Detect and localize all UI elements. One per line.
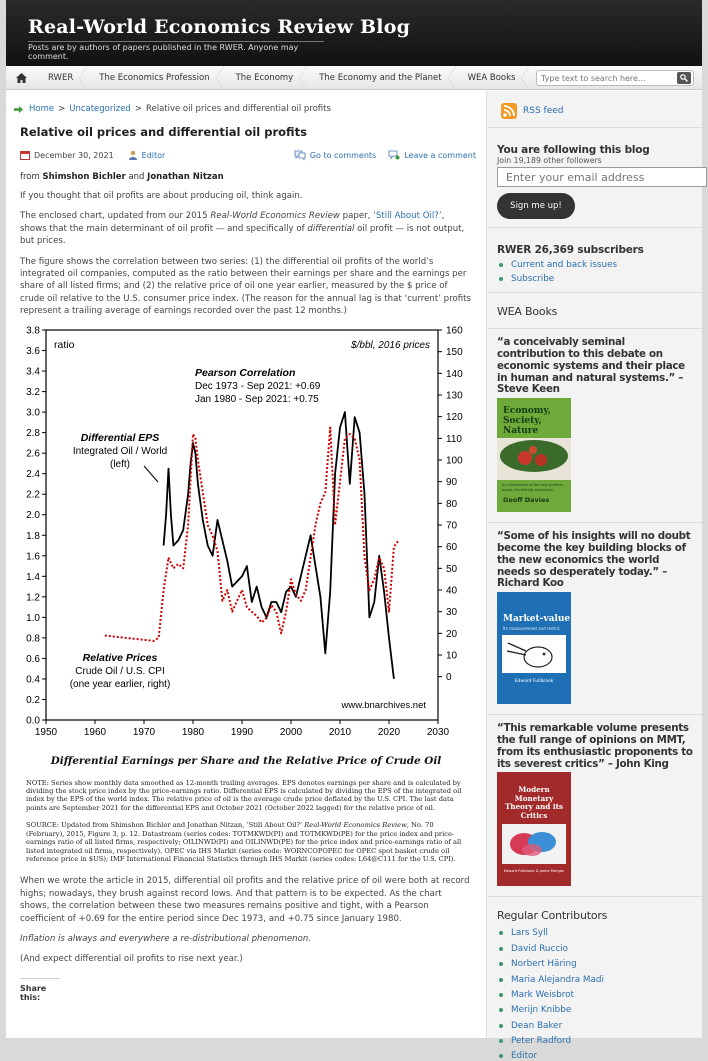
book2-title: Market-value <box>503 614 571 625</box>
y-left-tick-label: 2.2 <box>26 489 40 501</box>
user-icon <box>128 150 138 160</box>
byline-author1: Shimshon Bichler <box>42 172 126 182</box>
y-left-tick-label: 3.8 <box>26 325 40 337</box>
main-content <box>14 91 476 1002</box>
sidebar-divider <box>487 328 702 329</box>
y-right-tick-label: 100 <box>446 455 463 467</box>
y-right-tick-label: 120 <box>446 411 463 423</box>
x-tick-label: 1970 <box>132 726 156 738</box>
p2-text-c: , shows that the main determinant of oil profit — and specifically of <box>20 211 445 234</box>
contributor-link[interactable]: Norbert Häring <box>499 959 702 969</box>
site-title[interactable]: Real-World Economics Review Blog <box>28 16 411 38</box>
rwer-subscribers-heading: RWER 26,369 subscribers <box>497 244 644 256</box>
y-left-tick-label: 1.4 <box>26 571 40 583</box>
book1-title: Economy, Society, Nature <box>503 406 551 437</box>
post-meta-actions <box>294 150 476 160</box>
sidebar-divider <box>487 227 702 228</box>
sign-up-button[interactable]: Sign me up! <box>497 193 575 219</box>
x-tick-label: 2000 <box>279 726 303 738</box>
x-tick-label: 2010 <box>328 726 352 738</box>
contributor-link[interactable]: Lars Syll <box>499 928 702 938</box>
rss-icon <box>501 103 517 119</box>
relative-prices-annotation-title: Relative Prices <box>82 651 158 664</box>
x-tick-label: 1980 <box>181 726 205 738</box>
contributor-link[interactable]: Dean Baker <box>499 1021 702 1031</box>
right-axis-label: $/bbl, 2016 prices <box>351 339 430 351</box>
duck-rabbit-illustration <box>502 635 566 673</box>
book-quote-3: “This remarkable volume presents the full range of opinions on MMT, from its enthusiastic proponents to its severest critics” – John King <box>497 722 693 770</box>
breadcrumb-category[interactable]: Uncategorized <box>69 104 131 114</box>
post-meta <box>20 149 476 161</box>
y-left-tick-label: 2.4 <box>26 468 40 480</box>
x-tick-label: 2030 <box>426 726 450 738</box>
book1-author: Geoff Davies <box>503 495 550 504</box>
x-tick-label: 1960 <box>83 726 107 738</box>
chart-source <box>26 821 468 863</box>
y-left-tick-label: 0.8 <box>26 633 40 645</box>
share-heading: Share this: <box>20 978 60 1002</box>
y-right-tick-label: 10 <box>446 650 458 662</box>
nav-home[interactable] <box>6 73 36 83</box>
regular-contributors-heading: Regular Contributors <box>497 909 608 923</box>
sidebar-divider <box>487 292 702 293</box>
follow-heading: You are following this blog <box>497 144 650 156</box>
chart-note: NOTE: Series show monthly data smoothed as 12-month trailing averages. EPS denotes earnings per share and is calculated by dividing the stock price index by the price-earnings ratio. Differential EPS is calculated by dividing the EPS of the integrated oil index by the EPS of the world index. The relative price of oil is the average crude price deflated by the U.S. CPI. The last data points are September 2021 for the differential EPS and October 2021 (October 2022 lagged) for the relative price of oil. <box>26 778 462 812</box>
sidebar-divider <box>487 127 702 128</box>
post-paragraph-3: The figure shows the correlation between two series: (1) the differential oil profits of the world’s integrated oil companies, computed as the ratio between their earnings per share and the earnings per share of all listed firms; and (2) the relative price of oil one year earlier, measured by the $ price of crude oil relative to the U.S. consumer price index. (The reason for the annual lag is that ‘current’ profits represent a trailing average of earnings recorded over the past 12 months.) <box>20 256 471 317</box>
contributor-link[interactable]: Merijn Knibbe <box>499 1005 702 1015</box>
sidebar-divider <box>487 714 702 715</box>
book3-title: Modern Monetary Theory and its Critics <box>505 785 563 820</box>
subscribe-link[interactable]: Subscribe <box>499 274 702 284</box>
book1-subtitle: An introduction to the new systems-based, life-friendly economics <box>502 483 564 492</box>
oil-chart-figure <box>20 326 472 864</box>
p2-journal: Real-World Economics Review <box>210 211 340 222</box>
sidebar-divider <box>487 522 702 523</box>
breadcrumb-separator: > <box>134 104 142 114</box>
book-cover-economy-society-nature[interactable] <box>497 398 571 512</box>
book-quote-1: “a conceivably seminal contribution to this debate on economic systems and their place in human and natural systems.” – Steve Keen <box>497 336 685 396</box>
rss-feed-link[interactable] <box>501 103 702 119</box>
y-right-tick-label: 130 <box>446 390 463 402</box>
y-right-tick-label: 0 <box>446 671 452 683</box>
contributors-list <box>499 928 702 1061</box>
eps-annotation-sub1: Integrated Oil / World <box>72 445 168 457</box>
y-right-tick-label: 90 <box>446 476 458 488</box>
breadcrumb-current: Relative oil prices and differential oil profits <box>145 104 331 114</box>
post-paragraph-2 <box>20 210 472 247</box>
search-icon <box>680 74 688 82</box>
nav-item-economy-and-planet[interactable]: The Economy and the Planet <box>307 66 455 90</box>
y-left-tick-label: 3.2 <box>26 386 40 398</box>
y-right-tick-label: 140 <box>446 368 463 380</box>
nav-item-economics-profession[interactable]: The Economics Profession <box>87 66 223 90</box>
nav-item-the-economy[interactable]: The Economy <box>224 66 308 90</box>
post-paragraph-4: When we wrote the article in 2015, differential oil profits and the relative price of oil were both at record highs; nowadays, they brush against record lows. And that pattern is to be expected. As the chart shows, the correlation between these two measures remains positive and tight, with a Pearson coefficient of +0.69 for the entire period since Dec 1973, and +0.75 since January 1980. <box>20 876 470 924</box>
still-about-oil-link[interactable]: ‘Still About Oil?’ <box>373 211 442 222</box>
y-left-tick-label: 1.8 <box>26 530 40 542</box>
y-left-tick-label: 3.4 <box>26 366 40 378</box>
byline-author2: Jonathan Nitzan <box>147 172 224 182</box>
email-field[interactable] <box>497 167 707 187</box>
contributor-link[interactable]: Editor <box>499 1051 702 1061</box>
book-cover-market-value[interactable] <box>497 592 571 704</box>
y-right-tick-label: 60 <box>446 541 458 553</box>
p2-em: differential <box>307 223 355 234</box>
comments-icon <box>294 150 306 160</box>
book-quote-2: “Some of his insights will no doubt become the key building blocks of the new economics the world needs so desperately today.” – Richard Koo <box>497 530 691 590</box>
y-right-tick-label: 150 <box>446 346 463 358</box>
nav-item-wea-books[interactable]: WEA Books <box>456 66 530 90</box>
post-author-link[interactable]: Editor <box>141 150 166 160</box>
y-right-tick-label: 40 <box>446 585 458 597</box>
post-date: December 30, 2021 <box>34 150 114 160</box>
relative-prices-annotation-sub1: Crude Oil / U.S. CPI <box>75 665 165 677</box>
y-right-tick-label: 110 <box>446 433 462 445</box>
breadcrumb <box>14 104 476 114</box>
apple-tree-illustration <box>497 438 571 480</box>
y-left-tick-label: 0.4 <box>26 674 40 686</box>
book3-author: Edward Fullbrook & Jamie Morgan <box>503 869 565 874</box>
search-button[interactable] <box>677 72 691 84</box>
oil-chart <box>20 326 472 746</box>
paint-splash-illustration <box>502 824 566 864</box>
relative-prices-annotation-sub2: (one year earlier, right) <box>69 678 171 690</box>
y-left-tick-label: 3.6 <box>26 345 40 357</box>
contributor-link[interactable]: David Ruccio <box>499 944 702 954</box>
y-left-tick-label: 1.6 <box>26 550 40 562</box>
y-left-tick-label: 3.0 <box>26 407 40 419</box>
byline-and: and <box>128 172 145 182</box>
book2-subtitle: Its measurement and metric <box>503 626 560 632</box>
site-header <box>6 0 702 66</box>
y-right-tick-label: 70 <box>446 520 458 532</box>
x-tick-label: 1990 <box>230 726 254 738</box>
p2-text-b: paper, <box>339 211 374 222</box>
y-left-tick-label: 2.0 <box>26 509 40 521</box>
post-paragraph-1: If you thought that oil profits are about producing oil, think again. <box>20 191 303 201</box>
chart-source-url: www.bnarchives.net <box>341 699 426 711</box>
home-icon <box>16 73 27 83</box>
eps-annotation-title: Differential EPS <box>80 431 160 444</box>
nav-item-rwer[interactable]: RWER <box>36 66 87 90</box>
source-text-b: , No. 70 (February), 2015, Figure 3, p. 12. Datastream (series codes: TOTMKWD(PI) and TOTMKWD(PE) for the price index and price-earnings ratio of all listed firms, respectively; OILINWD(PI) and OILINWD(PE) for the price index and price-earnings ratio of all listed integrated oil firms, respectively). OPEC via IHS Markit (series code: WORNCOPOPEC for OPEC spot basket crude oil reference price in $US); IMF International Financial Statistics through IHS Markit (series codes: L64@C111 for the U.S. CPI). <box>26 821 462 863</box>
site-tagline: Posts are by authors of papers published in the RWER. Anyone may comment. <box>28 41 324 61</box>
source-text-a: SOURCE: Updated from Shimshon Bichler and Jonathan Nitzan, ‘Still About Oil?’ <box>26 821 305 830</box>
main-nav <box>6 66 702 90</box>
eps-annotation-sub2: (left) <box>110 458 130 470</box>
rwer-links <box>499 260 702 284</box>
goto-comments-link[interactable]: Go to comments <box>309 150 377 160</box>
post-byline <box>20 172 476 182</box>
y-right-tick-label: 30 <box>446 606 458 618</box>
post-title[interactable]: Relative oil prices and differential oil profits <box>20 125 307 139</box>
left-axis-label: ratio <box>54 338 75 351</box>
x-tick-label: 2020 <box>377 726 401 738</box>
y-right-tick-label: 80 <box>446 498 458 510</box>
breadcrumb-separator: > <box>58 104 66 114</box>
pearson-title: Pearson Correlation <box>195 366 296 379</box>
calendar-icon <box>20 150 30 160</box>
pearson-line-1: Dec 1973 - Sep 2021: +0.69 <box>195 380 321 392</box>
pearson-line-2: Jan 1980 - Sep 2021: +0.75 <box>195 393 319 405</box>
follow-count: Join 19,189 other followers <box>497 156 602 165</box>
post-paragraph-5 <box>20 933 472 945</box>
y-left-tick-label: 1.2 <box>26 591 40 603</box>
byline-from: from <box>20 172 40 182</box>
p5-italic: Inflation is always and everywhere a re-distributional phenomenon. <box>20 933 312 944</box>
chart-title: Differential Earnings per Share and the Relative Price of Crude Oil <box>50 754 442 767</box>
leave-comment-icon <box>388 150 400 160</box>
sidebar <box>486 91 702 1061</box>
p2-text-a: The enclosed chart, updated from our 2015 <box>20 211 211 222</box>
y-left-tick-label: 0.0 <box>26 715 40 727</box>
arrow-right-icon <box>14 106 23 113</box>
search-box <box>536 70 694 86</box>
rss-label: RSS feed <box>523 106 564 116</box>
source-journal: Real-World Economics Review <box>304 821 407 830</box>
y-right-tick-label: 50 <box>446 563 458 575</box>
page <box>6 0 702 1061</box>
contributor-link[interactable]: Mark Weisbrot <box>499 990 702 1000</box>
y-left-tick-label: 1.0 <box>26 612 40 624</box>
x-tick-label: 1950 <box>34 726 58 738</box>
p2-text-d: oil profit — is not output, but prices. <box>20 223 465 247</box>
wea-books-heading: WEA Books <box>497 305 558 319</box>
contributor-link[interactable]: Maria Alejandra Madi <box>499 975 702 985</box>
search-input[interactable] <box>537 74 677 83</box>
y-right-tick-label: 160 <box>446 325 463 337</box>
book2-author: Edward Fullbrook <box>514 679 554 685</box>
y-left-tick-label: 0.2 <box>26 694 40 706</box>
leave-comment-link[interactable]: Leave a comment <box>404 150 476 160</box>
book-cover-mmt-critics[interactable] <box>497 772 571 886</box>
y-right-tick-label: 20 <box>446 628 458 640</box>
contributor-link[interactable]: Peter Radford <box>499 1036 702 1046</box>
y-left-tick-label: 0.6 <box>26 653 40 665</box>
y-left-tick-label: 2.6 <box>26 448 40 460</box>
breadcrumb-home[interactable]: Home <box>29 104 55 114</box>
current-back-issues-link[interactable]: Current and back issues <box>499 260 702 270</box>
y-left-tick-label: 2.8 <box>26 427 40 439</box>
sidebar-divider <box>487 896 702 897</box>
post-paragraph-6: (And expect differential oil profits to rise next year.) <box>20 954 243 965</box>
